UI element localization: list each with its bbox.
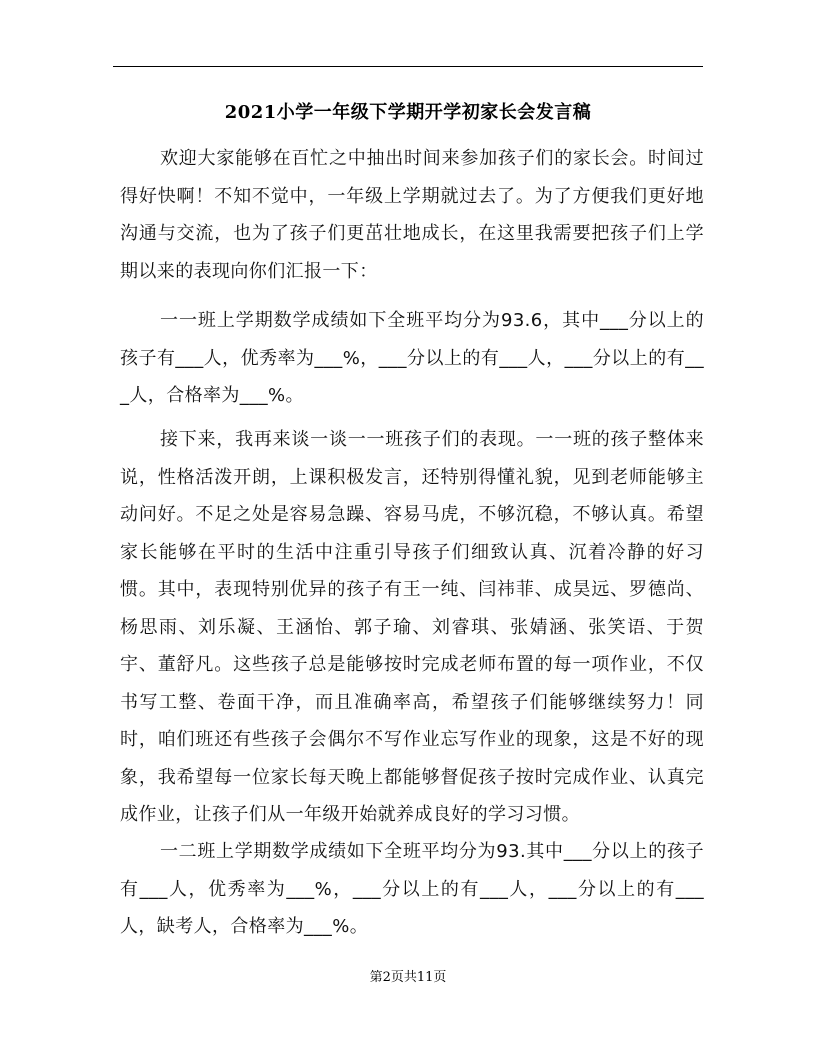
paragraph-intro: 欢迎大家能够在百忙之中抽出时间来参加孩子们的家长会。时间过得好快啊！不知不觉中，一年级上学期就过去了。为了方便我们更好地沟通与交流，也为了孩子们更茁壮地成长，在这里我需要把孩子们上学期以来的表现向你们汇报一下： [120, 148, 704, 282]
paragraph-class2-scores: 一二班上学期数学成绩如下全班平均分为93.其中___分以上的孩子有___人，优秀率为___%，___分以上的有___人，___分以上的有___人，缺考人，合格率为___%。 [120, 841, 704, 937]
header-rule [113, 66, 703, 67]
page-footer: 第2页共11页 [369, 970, 447, 985]
paragraph-class1-performance: 接下来，我再来谈一谈一一班孩子们的表现。一一班的孩子整体来说，性格活泼开朗，上课积极发言，还特别得懂礼貌，见到老师能够主动问好。不足之处是容易急躁、容易马虎，不够沉稳，不够认真。希望家长能够在平时的生活中注重引导孩子们细致认真、沉着冷静的好习惯。其中，表现特别优异的孩子有王一纯、闫祎菲、成昊远、罗德尚、杨思雨、刘乐凝、王涵怡、郭子瑜、刘睿琪、张婧涵、张笑语、于贺宇、董舒凡。这些孩子总是能够按时完成老师布置的每一项作业，不仅书写工整、卷面干净，而且准确率高，希望孩子们能够继续努力！同时，咱们班还有些孩子会偶尔不写作业忘写作业的现象，这是不好的现象，我希望每一位家长每天晚上都能够督促孩子按时完成作业、认真完成作业，让孩子们从一年级开始就养成良好的学习习惯。 [120, 429, 704, 825]
paragraph-class1-scores: 一一班上学期数学成绩如下全班平均分为93.6，其中___分以上的孩子有___人，优秀率为___%，___分以上的有___人，___分以上的有___人，合格率为___%。 [120, 310, 704, 406]
document-title: 2021小学一年级下学期开学初家长会发言稿 [224, 102, 592, 123]
